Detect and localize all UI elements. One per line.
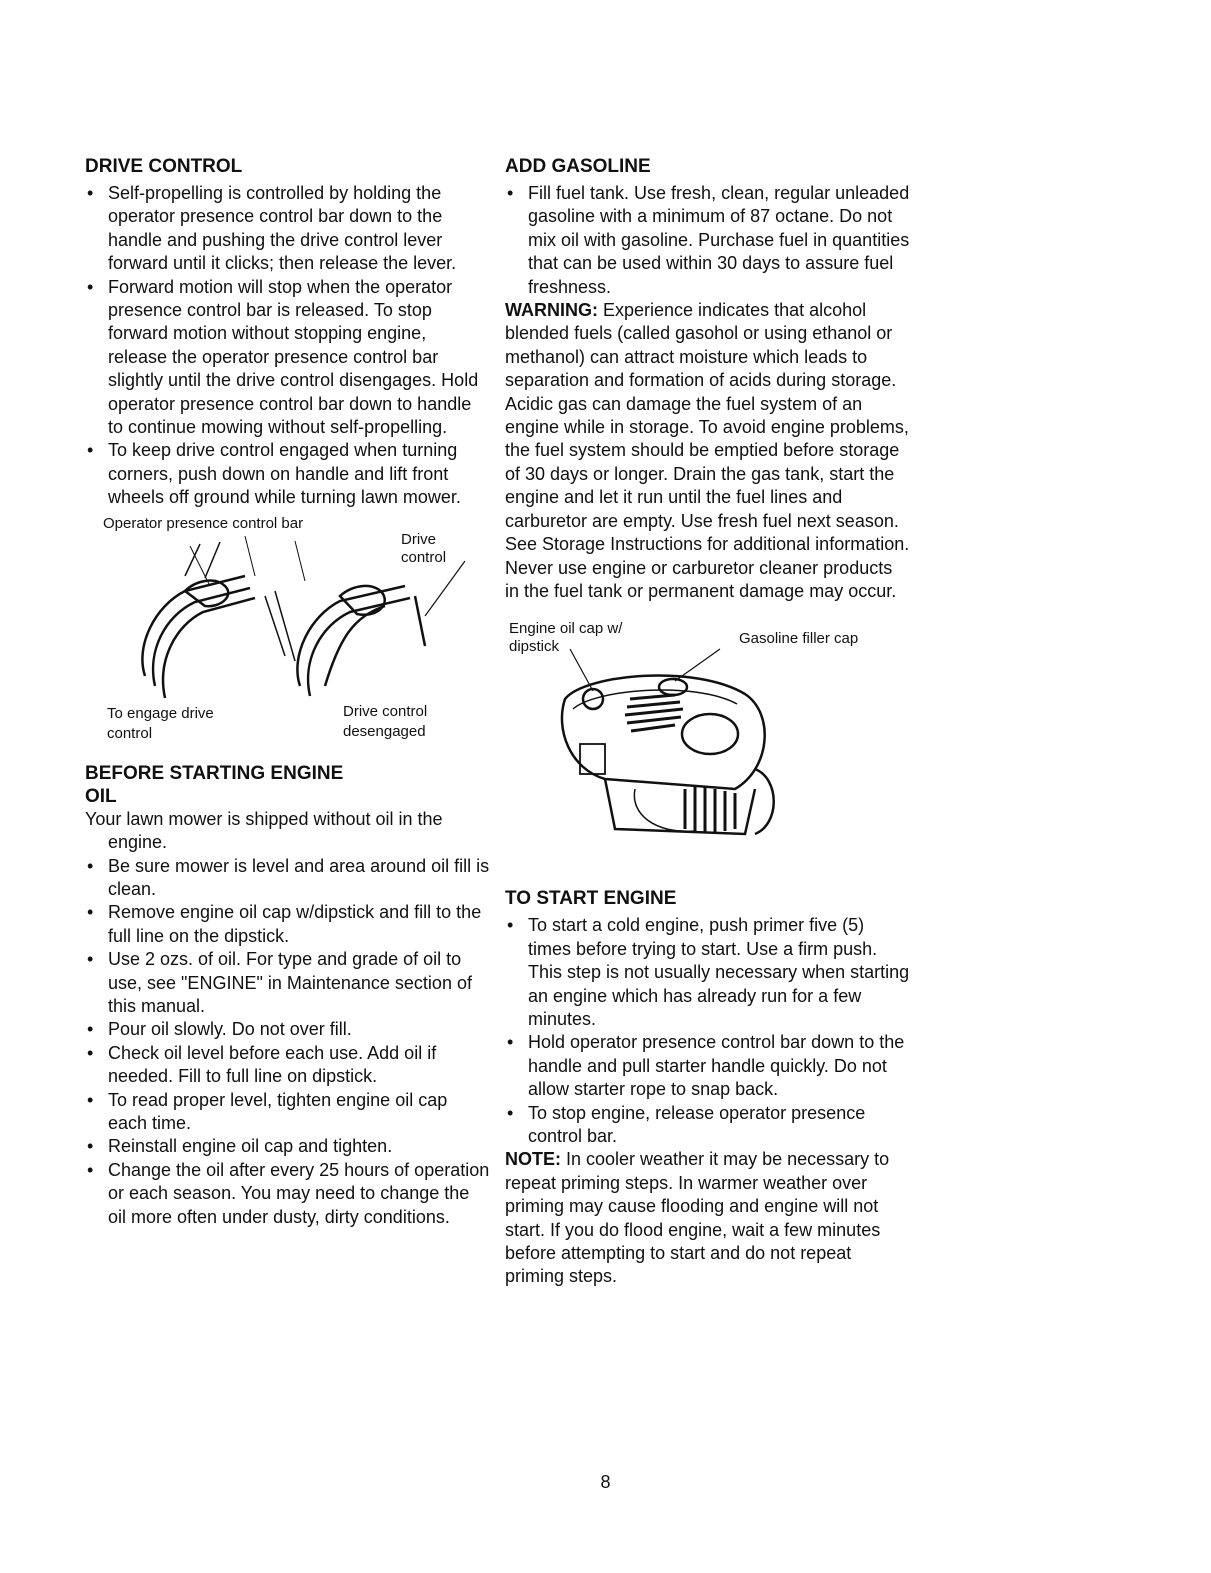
figure-label-disengaged-1: Drive control (343, 702, 428, 720)
figure-label-engage-1: To engage drive (107, 704, 214, 722)
list-item: • Fill fuel tank. Use fresh, clean, regular unleaded gasoline with a minimum of 87 octane. Do not mix oil with gasoline. Purchase fuel in quantities that can be used within 30 days to assure fuel freshness. (505, 182, 910, 299)
list-item: • Use 2 ozs. of oil. For type and grade of oil to use, see "ENGINE" in Maintenance section of this manual. (85, 948, 490, 1018)
oil-subheading: OIL (85, 785, 117, 807)
list-item: • Hold operator presence control bar down to the handle and pull starter handle quickly. Do not allow starter rope to snap back. (505, 1031, 910, 1101)
oil-intro: Your lawn mower is shipped without oil in the engine. (85, 808, 443, 853)
drive-control-list (85, 182, 490, 510)
list-item: • To keep drive control engaged when turning corners, push down on handle and lift front wheels off ground while turning lawn mower. (85, 439, 490, 509)
note-lead: NOTE: (505, 1149, 561, 1170)
warning-paragraph (505, 299, 910, 603)
list-item: • Be sure mower is level and area around oil fill is clean. (85, 855, 490, 902)
right-column (505, 155, 910, 1289)
list-item: • Reinstall engine oil cap and tighten. (85, 1135, 490, 1158)
list-item: • Change the oil after every 25 hours of operation or each season. You may need to change the oil more often under dusty, dirty conditions. (85, 1159, 490, 1229)
note-paragraph (505, 1148, 910, 1288)
figure-label-disengaged-2: desengaged (343, 722, 426, 740)
add-gasoline-heading: ADD GASOLINE (505, 156, 651, 177)
list-item: • To stop engine, release operator presence control bar. (505, 1102, 910, 1149)
figure-label-presence-bar: Operator presence control bar (103, 514, 304, 532)
engine-figure (505, 619, 910, 869)
figure-label-engage-2: control (107, 724, 153, 742)
engine-illustration (545, 639, 805, 859)
drive-control-figure (85, 514, 490, 744)
drive-control-heading: DRIVE CONTROL (85, 156, 243, 177)
list-item: • Check oil level before each use. Add oil if needed. Fill to full line on dipstick. (85, 1042, 490, 1089)
oil-list (85, 855, 490, 1230)
list-item: • Forward motion will stop when the operator presence control bar is released. To stop forward motion without stopping engine, release the operator presence control bar slightly until the drive control disengages. Hold operator presence control bar down to handle to continue mowing without self-propelling. (85, 276, 490, 440)
list-item: • To read proper level, tighten engine oil cap each time. (85, 1089, 490, 1136)
mower-handle-illustration (125, 536, 485, 706)
figure-label-control: control (401, 548, 447, 566)
figure-label-oil-cap-1: Engine oil cap w/ (509, 620, 623, 638)
start-engine-heading: TO START ENGINE (505, 888, 677, 910)
before-starting-heading: BEFORE STARTING ENGINE (85, 762, 344, 784)
list-item: • Pour oil slowly. Do not over fill. (85, 1018, 490, 1041)
list-item: • Self-propelling is controlled by holding the operator presence control bar down to the handle and pushing the drive control lever forward until it clicks; then release the lever. (85, 182, 490, 276)
list-item: • To start a cold engine, push primer five (5) times before trying to start. Use a firm push. This step is not usually necessary when starting an engine which has already run for a few minutes. (505, 914, 910, 1031)
figure-label-filler-cap: Gasoline filler cap (739, 630, 859, 648)
start-engine-list (505, 914, 910, 1148)
note-text: In cooler weather it may be necessary to repeat priming steps. In warmer weather over priming may cause flooding and engine will not start. If you do flood engine, wait a few minutes before attempting to start and do not repeat priming steps. (505, 1149, 890, 1287)
figure-label-drive: Drive (401, 530, 437, 548)
figure-label-oil-cap-2: dipstick (509, 638, 560, 656)
page-number: 8 (600, 1472, 611, 1492)
left-column (85, 155, 490, 1229)
list-item: • Remove engine oil cap w/dipstick and fill to the full line on the dipstick. (85, 901, 490, 948)
warning-text: Experience indicates that alcohol blended fuels (called gasohol or using ethanol or methanol) can attract moisture which leads to separation and formation of acids during storage. Acidic gas can damage the fuel system of an engine while in storage. To avoid engine problems, the fuel system should be emptied before storage of 30 days or longer. Drain the gas tank, start the engine and let it run until the fuel lines and carburetor are empty. Use fresh fuel next season. See Storage Instructions for additional information. Never use engine or carburetor cleaner products in the fuel tank or permanent damage may occur. (505, 300, 910, 601)
gasoline-list (505, 182, 910, 299)
warning-lead: WARNING: (505, 300, 598, 321)
